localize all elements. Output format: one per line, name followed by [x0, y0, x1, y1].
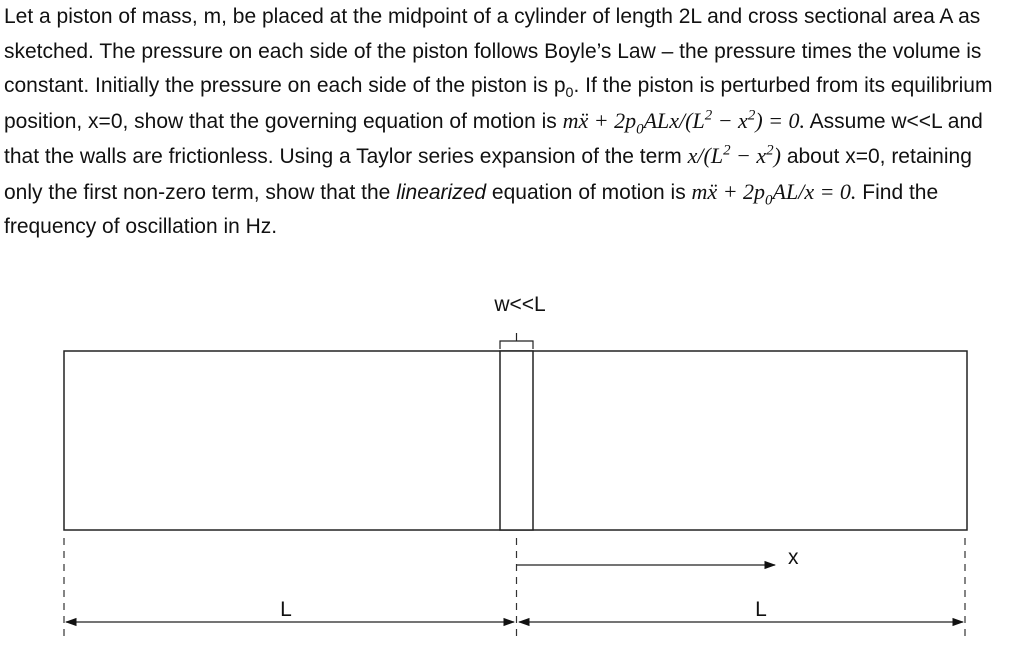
p0-subscript: 0 — [565, 85, 574, 102]
piston-width-label: w<<L — [494, 293, 546, 316]
problem-statement — [4, 0, 1016, 245]
problem-text-part-5: equation of motion is — [486, 180, 692, 204]
linearized-equation: mẍ + $2p_0AL/x = 0$. — [691, 178, 857, 208]
displacement-label: x — [788, 546, 799, 569]
problem-text-part-6: Find the frequency of oscillation in Hz. — [4, 180, 939, 238]
emphasis-linearized: linearized — [396, 180, 487, 204]
equation-of-motion: mẍ + $2p_0ALx/(L^2 - x^2) = 0$. — [562, 107, 805, 137]
problem-text-part-4: about x=0, retaining only the first non-zero term, show that the — [4, 145, 972, 204]
piston — [500, 351, 533, 530]
problem-text-part-2: . If the piston is perturbed from its equilibrium position, x=0, show that the governing equation of motion is — [4, 74, 993, 133]
left-length-label: L — [280, 598, 292, 621]
piston-width-brace — [500, 333, 533, 349]
problem-text-part-1: Let a piston of mass, m, be placed at the midpoint of a cylinder of length 2L and cross sectional area A as sketched. The pressure on each side of the piston follows Boyle’s Law – the pressure times the volume is constant. Initially the pressure on each side of the piston is p — [4, 5, 982, 97]
taylor-term: $x/(L^2 - x^2)$ — [687, 142, 781, 168]
right-length-label: L — [755, 598, 767, 621]
cylinder-piston-sketch — [0, 280, 1024, 647]
problem-text-part-3: Assume w<<L and that the walls are frictionless. Using a Taylor series expansion of the term — [4, 109, 983, 168]
